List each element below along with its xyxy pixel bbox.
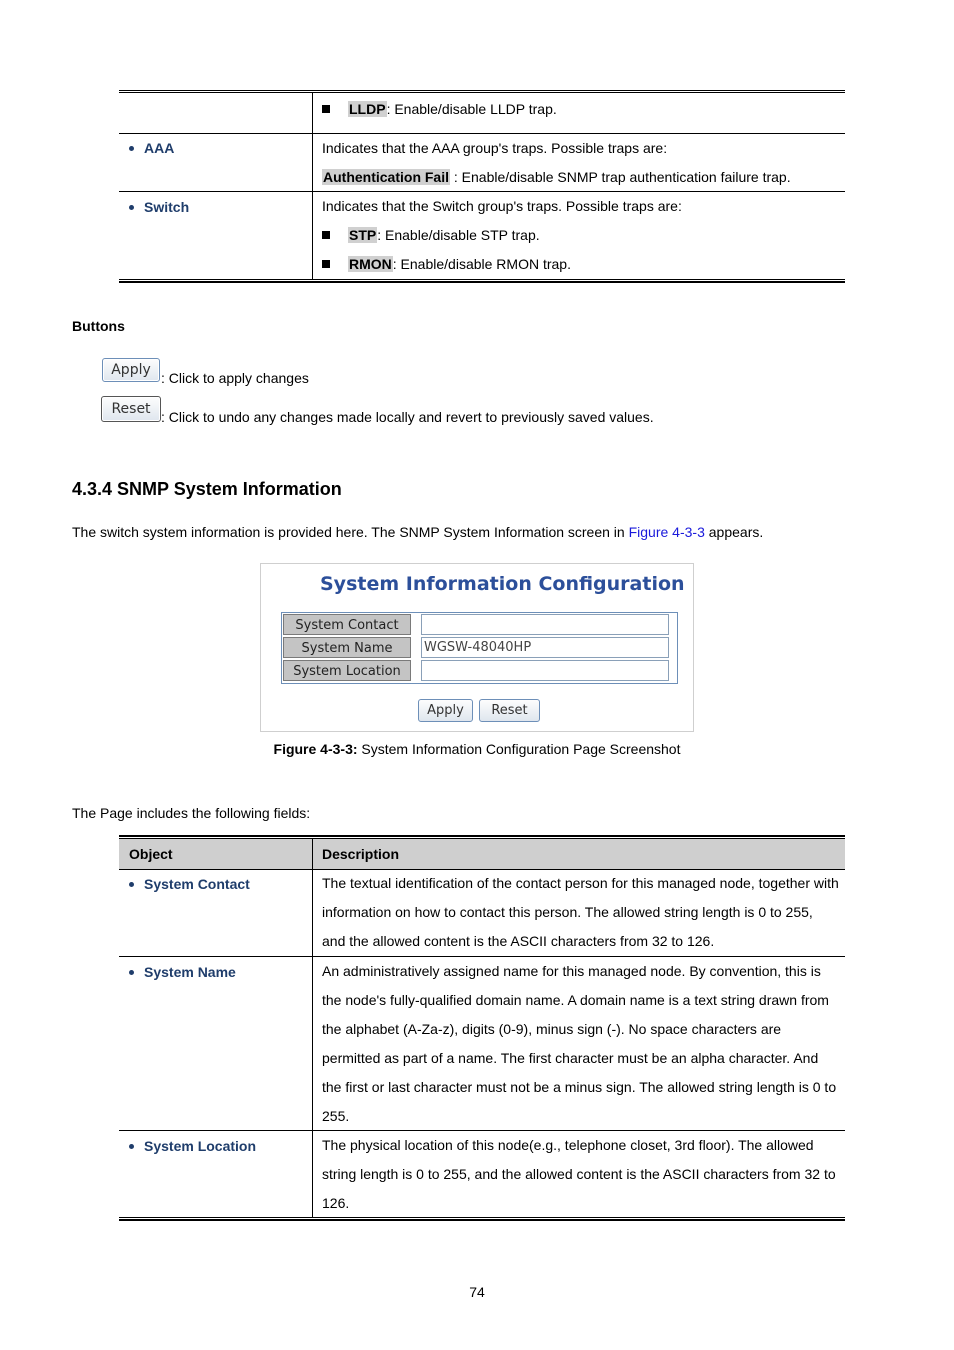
trap-line-rmon bbox=[322, 256, 571, 272]
fields-intro: The Page includes the following fields: bbox=[72, 805, 311, 821]
bullet-icon bbox=[129, 205, 134, 210]
label-system-name: System Name bbox=[283, 637, 411, 658]
object-system-contact: System Contact bbox=[129, 876, 250, 892]
figure-title: System Information Configuration bbox=[320, 573, 685, 595]
top-trap-table bbox=[119, 90, 845, 283]
table-row bbox=[119, 191, 845, 192]
table-bottom-rule bbox=[119, 279, 845, 283]
table-header bbox=[119, 839, 845, 870]
bullet-icon bbox=[129, 882, 134, 887]
trap-key: STP bbox=[349, 227, 377, 243]
table-top-rule bbox=[119, 90, 845, 93]
reset-description: : Click to undo any changes made locally and revert to previously saved values. bbox=[161, 409, 654, 425]
label-system-location: System Location bbox=[283, 660, 411, 681]
bullet-icon bbox=[129, 1144, 134, 1149]
label-system-contact: System Contact bbox=[283, 614, 411, 635]
trap-text: : Enable/disable STP trap. bbox=[377, 227, 540, 243]
section-intro: The switch system information is provided here. The SNMP System Information screen in Figure 4-3-3 appears. bbox=[72, 524, 764, 540]
apply-button[interactable]: Apply bbox=[418, 699, 473, 722]
trap-key: LLDP bbox=[349, 101, 386, 117]
object-system-location: System Location bbox=[129, 1138, 256, 1154]
apply-description: : Click to apply changes bbox=[161, 370, 309, 386]
figure-link[interactable]: Figure 4-3-3 bbox=[628, 524, 705, 540]
square-bullet-icon bbox=[322, 260, 330, 268]
trap-key: RMON bbox=[349, 256, 392, 272]
desc-system-location: The physical location of this node(e.g., telephone closet, 3rd floor). The allowed string length is 0 to 255, and the allowed content is the ASCII characters from 32 to 126. bbox=[322, 1137, 836, 1211]
column-divider bbox=[312, 839, 313, 1218]
trap-text: : Enable/disable SNMP trap authentication failure trap. bbox=[450, 169, 791, 185]
trap-text: : Enable/disable LLDP trap. bbox=[386, 101, 557, 117]
reset-button[interactable]: Reset bbox=[479, 699, 540, 722]
switch-intro: Indicates that the Switch group's traps. Possible traps are: bbox=[322, 198, 682, 214]
bullet-icon bbox=[129, 970, 134, 975]
table-row bbox=[119, 133, 845, 134]
bottom-table-bottom-rule bbox=[119, 1217, 845, 1221]
square-bullet-icon bbox=[322, 231, 330, 239]
square-bullet-icon bbox=[322, 105, 330, 113]
apply-button-sample[interactable]: Apply bbox=[102, 358, 160, 382]
object-system-name: System Name bbox=[129, 964, 236, 980]
trap-line-lldp bbox=[322, 101, 557, 117]
figure-screenshot bbox=[260, 563, 694, 732]
trap-line-auth-fail bbox=[322, 169, 791, 185]
section-title: 4.3.4 SNMP System Information bbox=[72, 479, 342, 499]
header-description: Description bbox=[322, 846, 400, 862]
desc-system-contact: The textual identification of the contact person for this managed node, together with information on how to contact this person. The allowed string length is 0 to 255, and the allowed content is the ASCII characters from 32 to 126. bbox=[322, 875, 839, 949]
trap-text: : Enable/disable RMON trap. bbox=[392, 256, 571, 272]
system-location-input[interactable] bbox=[421, 660, 669, 681]
system-name-input[interactable]: WGSW-48040HP bbox=[421, 637, 669, 658]
trap-line-stp bbox=[322, 227, 540, 243]
header-object: Object bbox=[129, 846, 173, 862]
reset-button-sample[interactable]: Reset bbox=[101, 396, 161, 422]
config-table bbox=[281, 612, 678, 684]
aaa-intro: Indicates that the AAA group's traps. Possible traps are: bbox=[322, 140, 668, 156]
object-switch: Switch bbox=[129, 199, 189, 215]
figure-caption: Figure 4-3-3: System Information Configuration Page Screenshot bbox=[273, 741, 681, 757]
system-contact-input[interactable] bbox=[421, 614, 669, 635]
buttons-heading: Buttons bbox=[72, 318, 125, 334]
trap-key: Authentication Fail bbox=[323, 169, 449, 185]
desc-system-name: An administratively assigned name for this managed node. By convention, this is the node's fully-qualified domain name. A domain name is a text string drawn from the alphabet (A-Za-z), digits (0-9), minus sign (-). No space characters are permitted as part of a name. The first character must be an alpha character. And the first or last character must not be a minus sign. The allowed string length is 0 to 255. bbox=[322, 963, 837, 1124]
object-aaa: AAA bbox=[129, 140, 174, 156]
bullet-icon bbox=[129, 146, 134, 151]
page-number: 74 bbox=[469, 1284, 485, 1300]
column-divider bbox=[312, 93, 313, 280]
